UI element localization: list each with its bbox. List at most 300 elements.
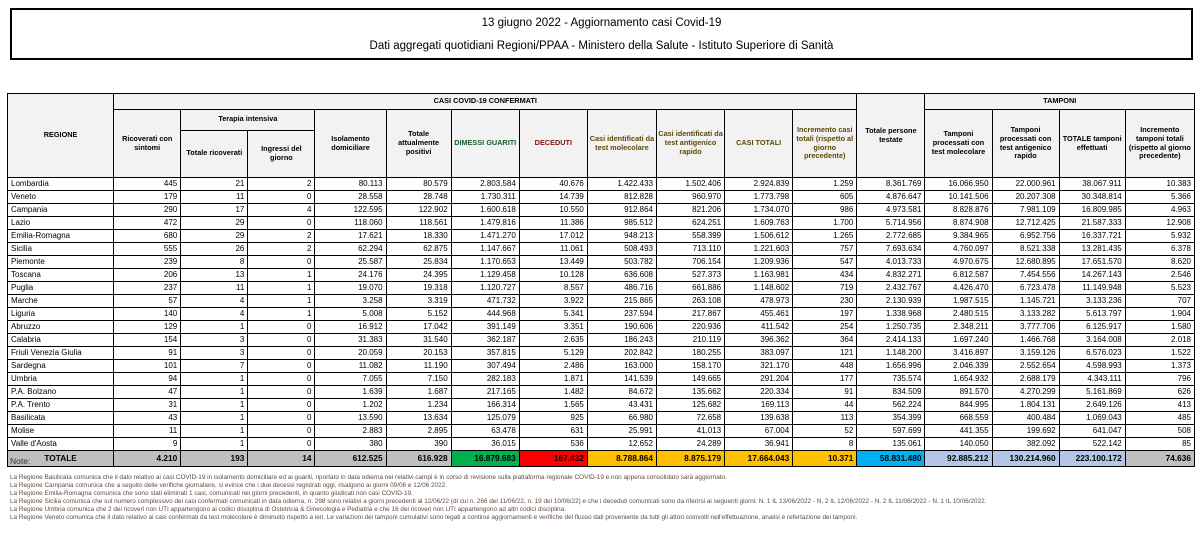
value-cell: 821.206 <box>656 204 724 217</box>
value-cell: 1.580 <box>1125 321 1194 334</box>
value-cell: 8 <box>181 256 248 269</box>
value-cell: 21 <box>181 178 248 191</box>
value-cell: 237.594 <box>587 308 656 321</box>
value-cell: 179 <box>114 191 181 204</box>
value-cell: 1.600.618 <box>451 204 519 217</box>
header-tamponi-totale: TOTALE tamponi effettuati <box>1059 110 1125 178</box>
table-row <box>8 412 1195 425</box>
value-cell: 11.386 <box>519 217 587 230</box>
value-cell: 1.259 <box>793 178 857 191</box>
value-cell: 1.987.515 <box>925 295 992 308</box>
value-cell: 1 <box>181 373 248 386</box>
value-cell: 215.865 <box>587 295 656 308</box>
value-cell: 80.579 <box>386 178 451 191</box>
value-cell: 47 <box>114 386 181 399</box>
value-cell: 4.013.733 <box>857 256 925 269</box>
totale-cell: 616.928 <box>386 451 451 467</box>
value-cell: 5.152 <box>386 308 451 321</box>
value-cell: 4.876.647 <box>857 191 925 204</box>
value-cell: 13 <box>181 269 248 282</box>
value-cell: 2.924.839 <box>725 178 793 191</box>
value-cell: 362.187 <box>451 334 519 347</box>
header-regione: REGIONE <box>8 94 114 178</box>
region-name: Lazio <box>8 217 114 230</box>
value-cell: 508.493 <box>587 243 656 256</box>
value-cell: 4.973.581 <box>857 204 925 217</box>
totale-cell-dimessi: 16.879.683 <box>451 451 519 467</box>
totale-cell-tamponi-totale: 223.100.172 <box>1059 451 1125 467</box>
value-cell: 2 <box>248 243 315 256</box>
value-cell: 28.748 <box>386 191 451 204</box>
report-subtitle: Dati aggregati quotidiani Regioni/PPAA - Ministero della Salute - Istituto Superiore di Sanità <box>369 40 834 52</box>
value-cell: 471.732 <box>451 295 519 308</box>
value-cell: 290 <box>114 204 181 217</box>
value-cell: 6.576.023 <box>1059 347 1125 360</box>
value-cell: 1.148.602 <box>725 282 793 295</box>
region-name: P.A. Trento <box>8 399 114 412</box>
value-cell: 641.047 <box>1059 425 1125 438</box>
header-tamponi-antigenico: Tamponi processati con test antigenico rapido <box>992 110 1059 178</box>
value-cell: 1.700 <box>793 217 857 230</box>
value-cell: 0 <box>248 321 315 334</box>
value-cell: 11 <box>181 191 248 204</box>
value-cell: 140 <box>114 308 181 321</box>
table-row <box>8 269 1195 282</box>
value-cell: 5.366 <box>1125 191 1194 204</box>
value-cell: 8.557 <box>519 282 587 295</box>
value-cell: 4 <box>181 308 248 321</box>
header-ricoverati-sintomi: Ricoverati con sintomi <box>114 110 181 178</box>
value-cell: 11.061 <box>519 243 587 256</box>
value-cell: 912.864 <box>587 204 656 217</box>
value-cell: 11.082 <box>315 360 386 373</box>
value-cell: 4 <box>248 204 315 217</box>
value-cell: 12.712.425 <box>992 217 1059 230</box>
value-cell: 18.330 <box>386 230 451 243</box>
value-cell: 1.656.996 <box>857 360 925 373</box>
region-name: Puglia <box>8 282 114 295</box>
value-cell: 1.502.406 <box>656 178 724 191</box>
value-cell: 2.552.654 <box>992 360 1059 373</box>
value-cell: 72.658 <box>656 412 724 425</box>
value-cell: 2.414.133 <box>857 334 925 347</box>
header-incremento-tamponi: Incremento tamponi totali (rispetto al giorno precedente) <box>1125 110 1194 178</box>
value-cell: 122.902 <box>386 204 451 217</box>
value-cell: 25.587 <box>315 256 386 269</box>
value-cell: 1.145.721 <box>992 295 1059 308</box>
group-header-tamponi: TAMPONI <box>925 94 1195 110</box>
value-cell: 62.875 <box>386 243 451 256</box>
value-cell: 5.161.869 <box>1059 386 1125 399</box>
value-cell: 522.142 <box>1059 438 1125 451</box>
value-cell: 8 <box>793 438 857 451</box>
value-cell: 1.373 <box>1125 360 1194 373</box>
table-row <box>8 308 1195 321</box>
value-cell: 391.149 <box>451 321 519 334</box>
region-name: Abruzzo <box>8 321 114 334</box>
value-cell: 448 <box>793 360 857 373</box>
value-cell: 844.995 <box>925 399 992 412</box>
value-cell: 14.739 <box>519 191 587 204</box>
value-cell: 202.842 <box>587 347 656 360</box>
value-cell: 36.015 <box>451 438 519 451</box>
value-cell: 1.147.667 <box>451 243 519 256</box>
value-cell: 3.159.126 <box>992 347 1059 360</box>
value-cell: 3.133.236 <box>1059 295 1125 308</box>
table-row <box>8 425 1195 438</box>
region-name: Basilicata <box>8 412 114 425</box>
value-cell: 12.908 <box>1125 217 1194 230</box>
value-cell: 2.803.584 <box>451 178 519 191</box>
value-cell: 1.422.433 <box>587 178 656 191</box>
value-cell: 2.130.939 <box>857 295 925 308</box>
value-cell: 383.097 <box>725 347 793 360</box>
value-cell: 237 <box>114 282 181 295</box>
value-cell: 354.399 <box>857 412 925 425</box>
value-cell: 13.281.435 <box>1059 243 1125 256</box>
value-cell: 0 <box>248 347 315 360</box>
totale-cell-incremento-casi: 10.371 <box>793 451 857 467</box>
value-cell: 455.461 <box>725 308 793 321</box>
value-cell: 4.832.271 <box>857 269 925 282</box>
value-cell: 636.608 <box>587 269 656 282</box>
table-body <box>8 178 1195 467</box>
value-cell: 4.963 <box>1125 204 1194 217</box>
value-cell: 668.559 <box>925 412 992 425</box>
totale-cell-casi-molecolare: 8.788.864 <box>587 451 656 467</box>
value-cell: 1.609.763 <box>725 217 793 230</box>
value-cell: 605 <box>793 191 857 204</box>
value-cell: 1.904 <box>1125 308 1194 321</box>
group-header-casi-confermati: CASI COVID-19 CONFERMATI <box>114 94 857 110</box>
value-cell: 31.540 <box>386 334 451 347</box>
value-cell: 16.809.985 <box>1059 204 1125 217</box>
value-cell: 1.221.603 <box>725 243 793 256</box>
value-cell: 140.050 <box>925 438 992 451</box>
value-cell: 263.108 <box>656 295 724 308</box>
value-cell: 206 <box>114 269 181 282</box>
value-cell: 40.676 <box>519 178 587 191</box>
value-cell: 8.874.908 <box>925 217 992 230</box>
notes-section <box>10 456 1195 521</box>
value-cell: 2.546 <box>1125 269 1194 282</box>
value-cell: 547 <box>793 256 857 269</box>
value-cell: 1.069.043 <box>1059 412 1125 425</box>
value-cell: 2.635 <box>519 334 587 347</box>
value-cell: 239 <box>114 256 181 269</box>
value-cell: 63.478 <box>451 425 519 438</box>
value-cell: 986 <box>793 204 857 217</box>
value-cell: 36.941 <box>725 438 793 451</box>
value-cell: 1.250.735 <box>857 321 925 334</box>
value-cell: 17.621 <box>315 230 386 243</box>
table-row <box>8 347 1195 360</box>
totale-cell: 612.525 <box>315 451 386 467</box>
value-cell: 141.539 <box>587 373 656 386</box>
value-cell: 0 <box>248 373 315 386</box>
value-cell: 11 <box>181 282 248 295</box>
value-cell: 321.170 <box>725 360 793 373</box>
value-cell: 163.000 <box>587 360 656 373</box>
value-cell: 3.777.706 <box>992 321 1059 334</box>
value-cell: 713.110 <box>656 243 724 256</box>
value-cell: 478.973 <box>725 295 793 308</box>
value-cell: 1 <box>181 399 248 412</box>
value-cell: 0 <box>248 360 315 373</box>
value-cell: 197 <box>793 308 857 321</box>
value-cell: 0 <box>248 334 315 347</box>
region-name: Campania <box>8 204 114 217</box>
value-cell: 1.522 <box>1125 347 1194 360</box>
header-casi-molecolare: Casi identificati da test molecolare <box>587 110 656 178</box>
value-cell: 597.699 <box>857 425 925 438</box>
value-cell: 13.449 <box>519 256 587 269</box>
note-line: La Regione Veneto comunica che il dato relativo ai casi confermati da test molecolare è diminuito rispetto a ieri. Le variazioni dei tamponi cumulativi sono legati a continui aggiornamenti e verifiche del flusso dati proveniente da tutti gli attori coinvolti nell'effettuazione, analisi e refertazione dei tamponi. <box>10 513 858 521</box>
value-cell: 44 <box>793 399 857 412</box>
value-cell: 21.587.333 <box>1059 217 1125 230</box>
value-cell: 3.258 <box>315 295 386 308</box>
value-cell: 661.886 <box>656 282 724 295</box>
value-cell: 5.613.797 <box>1059 308 1125 321</box>
value-cell: 948.213 <box>587 230 656 243</box>
value-cell: 20.059 <box>315 347 386 360</box>
value-cell: 624.251 <box>656 217 724 230</box>
value-cell: 5.932 <box>1125 230 1194 243</box>
value-cell: 4 <box>181 295 248 308</box>
value-cell: 2.895 <box>386 425 451 438</box>
table-row <box>8 438 1195 451</box>
value-cell: 0 <box>248 217 315 230</box>
value-cell: 17.042 <box>386 321 451 334</box>
table-row <box>8 178 1195 191</box>
value-cell: 834.509 <box>857 386 925 399</box>
value-cell: 486.716 <box>587 282 656 295</box>
value-cell: 735.574 <box>857 373 925 386</box>
value-cell: 20.153 <box>386 347 451 360</box>
value-cell: 0 <box>248 399 315 412</box>
value-cell: 17 <box>181 204 248 217</box>
value-cell: 2.649.126 <box>1059 399 1125 412</box>
value-cell: 508 <box>1125 425 1194 438</box>
value-cell: 1.506.612 <box>725 230 793 243</box>
value-cell: 17.012 <box>519 230 587 243</box>
table-row <box>8 373 1195 386</box>
value-cell: 2.432.767 <box>857 282 925 295</box>
value-cell: 25.991 <box>587 425 656 438</box>
value-cell: 1 <box>181 321 248 334</box>
value-cell: 16.066.950 <box>925 178 992 191</box>
value-cell: 1.697.240 <box>925 334 992 347</box>
totale-cell: 4.210 <box>114 451 181 467</box>
value-cell: 1.338.968 <box>857 308 925 321</box>
table-row <box>8 204 1195 217</box>
value-cell: 28.558 <box>315 191 386 204</box>
value-cell: 1.120.727 <box>451 282 519 295</box>
value-cell: 1.234 <box>386 399 451 412</box>
value-cell: 113 <box>793 412 857 425</box>
value-cell: 169.113 <box>725 399 793 412</box>
region-name: Piemonte <box>8 256 114 269</box>
value-cell: 66.980 <box>587 412 656 425</box>
value-cell: 19.070 <box>315 282 386 295</box>
value-cell: 4.270.299 <box>992 386 1059 399</box>
value-cell: 8.361.769 <box>857 178 925 191</box>
header-ingressi-giorno: Ingressi del giorno <box>248 130 315 177</box>
value-cell: 1.804.131 <box>992 399 1059 412</box>
value-cell: 3 <box>181 334 248 347</box>
value-cell: 1 <box>248 269 315 282</box>
value-cell: 14.267.143 <box>1059 269 1125 282</box>
value-cell: 3.133.282 <box>992 308 1059 321</box>
value-cell: 186.243 <box>587 334 656 347</box>
value-cell: 2 <box>248 230 315 243</box>
region-name: Lombardia <box>8 178 114 191</box>
value-cell: 485 <box>1125 412 1194 425</box>
region-name: Marche <box>8 295 114 308</box>
value-cell: 13.590 <box>315 412 386 425</box>
value-cell: 1 <box>181 412 248 425</box>
value-cell: 122.595 <box>315 204 386 217</box>
region-name: Friuli Venezia Giulia <box>8 347 114 360</box>
value-cell: 43 <box>114 412 181 425</box>
table-row <box>8 243 1195 256</box>
note-line: La Regione Campania comunica che a seguito delle verifiche giornaliere, si evince che i due decessi registrati oggi, risalgono ai giorni 09/06 e 12/06 2022. <box>10 481 447 489</box>
value-cell: 25.834 <box>386 256 451 269</box>
value-cell: 80.113 <box>315 178 386 191</box>
value-cell: 3.922 <box>519 295 587 308</box>
value-cell: 626 <box>1125 386 1194 399</box>
value-cell: 925 <box>519 412 587 425</box>
totale-cell-deceduti: 167.432 <box>519 451 587 467</box>
value-cell: 190.606 <box>587 321 656 334</box>
value-cell: 536 <box>519 438 587 451</box>
title-box <box>10 8 1193 60</box>
value-cell: 6.723.478 <box>992 282 1059 295</box>
value-cell: 558.399 <box>656 230 724 243</box>
value-cell: 555 <box>114 243 181 256</box>
value-cell: 4.760.097 <box>925 243 992 256</box>
value-cell: 1.482 <box>519 386 587 399</box>
value-cell: 139.638 <box>725 412 793 425</box>
table-row <box>8 360 1195 373</box>
report-date-title: 13 giugno 2022 - Aggiornamento casi Covid-19 <box>481 17 722 29</box>
value-cell: 282.183 <box>451 373 519 386</box>
value-cell: 1.466.768 <box>992 334 1059 347</box>
value-cell: 6.378 <box>1125 243 1194 256</box>
value-cell: 390 <box>386 438 451 451</box>
value-cell: 1.202 <box>315 399 386 412</box>
value-cell: 706.154 <box>656 256 724 269</box>
header-casi-totali: CASI TOTALI <box>725 110 793 178</box>
value-cell: 7.150 <box>386 373 451 386</box>
value-cell: 29 <box>181 230 248 243</box>
value-cell: 0 <box>248 412 315 425</box>
header-isolamento-domiciliare: Isolamento domiciliare <box>315 110 386 178</box>
value-cell: 30.348.814 <box>1059 191 1125 204</box>
totale-cell: 193 <box>181 451 248 467</box>
totale-cell-casi-antigenico: 8.875.179 <box>656 451 724 467</box>
totale-cell: 14 <box>248 451 315 467</box>
value-cell: 562.224 <box>857 399 925 412</box>
value-cell: 4.598.993 <box>1059 360 1125 373</box>
value-cell: 2.772.685 <box>857 230 925 243</box>
value-cell: 0 <box>248 438 315 451</box>
value-cell: 9 <box>114 438 181 451</box>
value-cell: 1.730.311 <box>451 191 519 204</box>
value-cell: 38.067.911 <box>1059 178 1125 191</box>
region-name: Valle d'Aosta <box>8 438 114 451</box>
value-cell: 1.639 <box>315 386 386 399</box>
value-cell: 1 <box>248 308 315 321</box>
value-cell: 8.828.876 <box>925 204 992 217</box>
value-cell: 7 <box>181 360 248 373</box>
header-deceduti: DECEDUTI <box>519 110 587 178</box>
header-attualmente-positivi: Totale attualmente positivi <box>386 110 451 178</box>
value-cell: 1 <box>181 438 248 451</box>
value-cell: 2.046.339 <box>925 360 992 373</box>
header-totale-ricoverati: Totale ricoverati <box>181 130 248 177</box>
table-row <box>8 321 1195 334</box>
value-cell: 719 <box>793 282 857 295</box>
table-row <box>8 256 1195 269</box>
value-cell: 5.008 <box>315 308 386 321</box>
value-cell: 812.828 <box>587 191 656 204</box>
value-cell: 472 <box>114 217 181 230</box>
region-name: Toscana <box>8 269 114 282</box>
totale-cell-persone-testate: 58.831.480 <box>857 451 925 467</box>
value-cell: 67.004 <box>725 425 793 438</box>
value-cell: 3.351 <box>519 321 587 334</box>
value-cell: 16.912 <box>315 321 386 334</box>
value-cell: 1.687 <box>386 386 451 399</box>
value-cell: 434 <box>793 269 857 282</box>
value-cell: 24.395 <box>386 269 451 282</box>
value-cell: 19.318 <box>386 282 451 295</box>
value-cell: 445 <box>114 178 181 191</box>
value-cell: 22.000.961 <box>992 178 1059 191</box>
value-cell: 11.149.948 <box>1059 282 1125 295</box>
value-cell: 94 <box>114 373 181 386</box>
value-cell: 1.479.816 <box>451 217 519 230</box>
value-cell: 129 <box>114 321 181 334</box>
value-cell: 1.148.200 <box>857 347 925 360</box>
value-cell: 180.255 <box>656 347 724 360</box>
table-header <box>8 94 1195 178</box>
value-cell: 29 <box>181 217 248 230</box>
value-cell: 85 <box>1125 438 1194 451</box>
value-cell: 135.061 <box>857 438 925 451</box>
table-row <box>8 399 1195 412</box>
value-cell: 26 <box>181 243 248 256</box>
value-cell: 527.373 <box>656 269 724 282</box>
value-cell: 24.176 <box>315 269 386 282</box>
value-cell: 364 <box>793 334 857 347</box>
value-cell: 166.314 <box>451 399 519 412</box>
value-cell: 6.952.756 <box>992 230 1059 243</box>
region-name: Liguria <box>8 308 114 321</box>
value-cell: 1.265 <box>793 230 857 243</box>
note-line: La Regione Basilicata comunica che il dato relativo ai casi COVID-19 in isolamento domiciliare ed ai guariti, riportato in data odierna nei relativi campi è in corso di revisione sulla piattaforma regionale COVID-19 e non appena consolidato sarà aggiornato. <box>10 474 727 481</box>
value-cell: 12.680.895 <box>992 256 1059 269</box>
value-cell: 7.055 <box>315 373 386 386</box>
table-row <box>8 295 1195 308</box>
value-cell: 91 <box>114 347 181 360</box>
value-cell: 0 <box>248 425 315 438</box>
value-cell: 2.018 <box>1125 334 1194 347</box>
table-row <box>8 217 1195 230</box>
value-cell: 101 <box>114 360 181 373</box>
value-cell: 149.665 <box>656 373 724 386</box>
